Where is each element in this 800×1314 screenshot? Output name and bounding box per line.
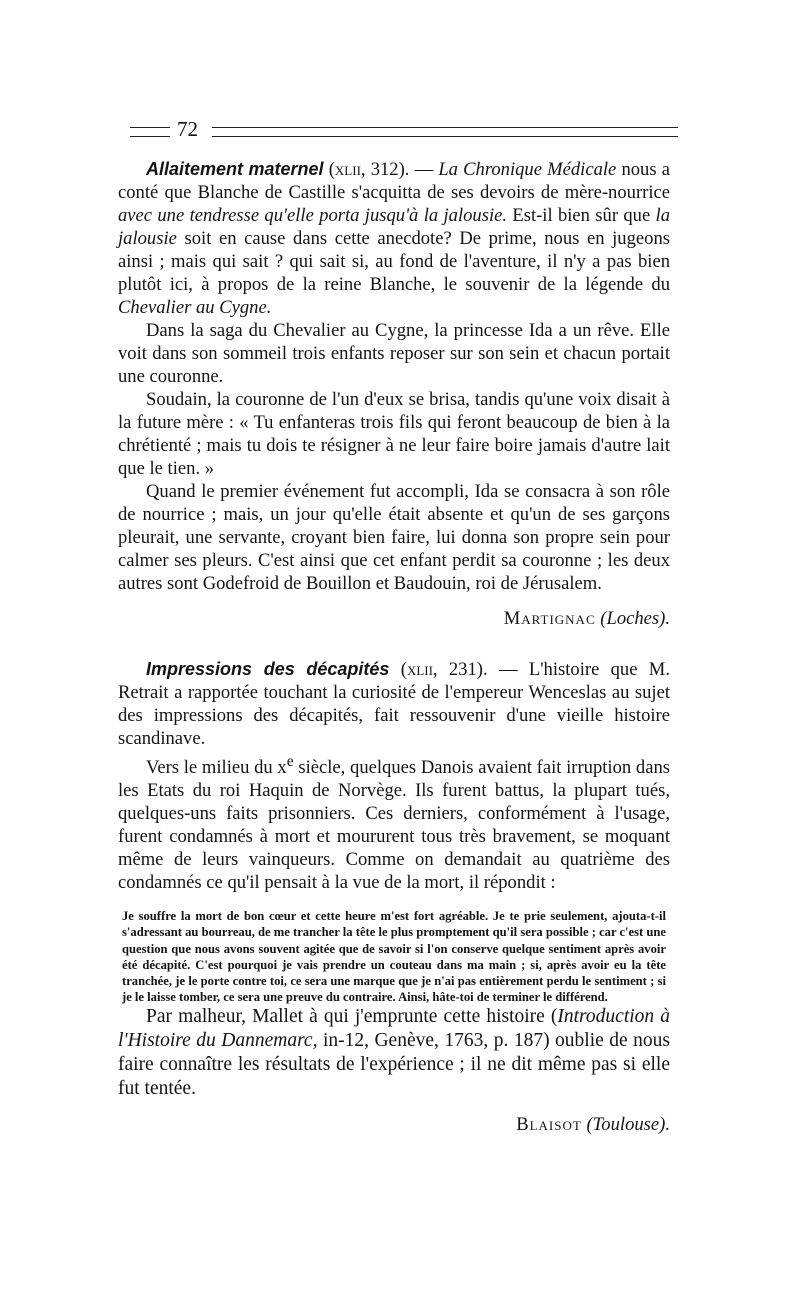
text-span: La bbox=[438, 159, 464, 180]
journal-title: Chronique Médicale bbox=[463, 159, 617, 180]
page-body bbox=[118, 158, 670, 1136]
article-impressions bbox=[118, 658, 670, 1136]
author-signature bbox=[118, 607, 670, 630]
article-heading: Allaitement maternel bbox=[146, 159, 324, 179]
text-span: nous a conté que Blanche de Castille s'acquitta de ses devoirs de mère-nourrice bbox=[118, 159, 670, 203]
quoted-phrase: avec une tendresse qu'elle porta jusqu'à la jalousie. bbox=[118, 205, 508, 226]
author-name: Blaisot bbox=[516, 1114, 582, 1136]
book-title: Introduction à l'Histoire du Dannemarc, bbox=[118, 1006, 670, 1052]
article-reference: (xlii, 231). bbox=[400, 659, 488, 680]
dash: — bbox=[487, 659, 529, 680]
quoted-phrase: la jalousie bbox=[118, 205, 671, 249]
article-paragraph bbox=[118, 1005, 670, 1101]
text-span: siècle, quelques Danois avaient fait irruption dans les Etats du roi Haquin de Norvège. Ils furent battus, la plupart tués, quelques-uns faits prisonniers. Ces derniers, conformément à l'usage, furent condamnés à mort et moururent tous très bravement, se moquant même de leurs vainqueurs. Comme on demandait au quatrième des condamnés ce qu'il pensait à la vue de la mort, il répondit : bbox=[118, 757, 670, 894]
article-paragraph bbox=[118, 658, 670, 750]
author-name: Martignac bbox=[503, 608, 596, 629]
article-allaitement bbox=[118, 158, 670, 630]
author-place: (Toulouse). bbox=[586, 1114, 670, 1136]
article-paragraph: Soudain, la couronne de l'un d'eux se brisa, tandis qu'une voix disait à la future mère : « Tu enfanteras trois fils qui feront beaucoup de bien à la chrétienté ; mais tu dois te résigner à ne leur faire boire jamais d'autre lait que le tien. » bbox=[118, 389, 670, 479]
text-span: L'histoire que M. Retrait a rapportée touchant la curiosité de l'empereur Wenceslas au sujet des impressions des décapités, fait ressouvenir d'une vieille histoire scandinave. bbox=[118, 659, 670, 749]
author-signature bbox=[118, 1113, 670, 1136]
article-paragraph bbox=[118, 750, 670, 894]
legend-title: Chevalier au Cygne. bbox=[118, 297, 272, 318]
page-header bbox=[122, 118, 678, 146]
block-quote bbox=[122, 908, 666, 1005]
text-span: Par malheur, Mallet à qui j'emprunte cette histoire ( bbox=[146, 1006, 558, 1028]
article-paragraph bbox=[118, 158, 670, 319]
article-paragraph: Dans la saga du Chevalier au Cygne, la princesse Ida a un rêve. Elle voit dans son sommeil trois enfants reposer sur son sein et chacun portait une couronne. bbox=[118, 320, 670, 387]
header-rule-right bbox=[212, 127, 678, 137]
article-heading: Impressions des décapités bbox=[146, 659, 390, 679]
section-gap bbox=[118, 630, 670, 658]
text-span: Vers le milieu du x bbox=[146, 757, 287, 779]
text-span: in-12, Genève, 1763, p. 187) oublie de nous faire connaître les résultats de l'expérience ; il ne dit même pas si elle fut tentée. bbox=[118, 1030, 671, 1100]
header-rule-left bbox=[130, 127, 170, 137]
superscript: e bbox=[286, 753, 294, 770]
quote-text: Je souffre la mort de bon cœur et cette heure m'est fort agréable. Je te prie seulement, ajouta-t-il s'adressant au bourreau, de me trancher la tête le plus promptement qu'il sera possible ; car c'est une question que nous avons souvent agitée que de savoir si l'on conserve quelque sentiment après avoir été décapité. C'est pourquoi je vais prendre un couteau dans ma main ; si, après avoir eu la tête tranchée, je le porte contre toi, ce sera une marque que je n'ai pas entièrement perdu le sentiment ; si je le laisse tomber, ce sera une preuve du contraire. Ainsi, hâte-toi de terminer le différend. bbox=[122, 909, 666, 1005]
article-paragraph: Quand le premier événement fut accompli, Ida se consacra à son rôle de nourrice ; mais, un jour qu'elle était absente et qu'un de ses garçons pleurait, une servante, croyant bien faire, lui donna son propre sein pour calmer ses pleurs. C'est ainsi que cet enfant perdit sa couronne ; les deux autres sont Godefroid de Bouillon et Baudouin, roi de Jérusalem. bbox=[118, 481, 670, 594]
text-span: Est-il bien sûr que bbox=[507, 205, 656, 226]
article-reference: (xlii, 312). bbox=[328, 159, 410, 180]
text-span: soit en cause dans cette anecdote? De prime, nous en jugeons ainsi ; mais qui sait ? qui sait si, au fond de l'aventure, il n'y a pas bien plutôt ici, à propos de la reine Blanche, le souvenir de la légende du bbox=[118, 228, 670, 295]
page-number: 72 bbox=[177, 117, 198, 141]
dash: — bbox=[409, 159, 439, 180]
author-place: (Loches). bbox=[600, 608, 670, 629]
